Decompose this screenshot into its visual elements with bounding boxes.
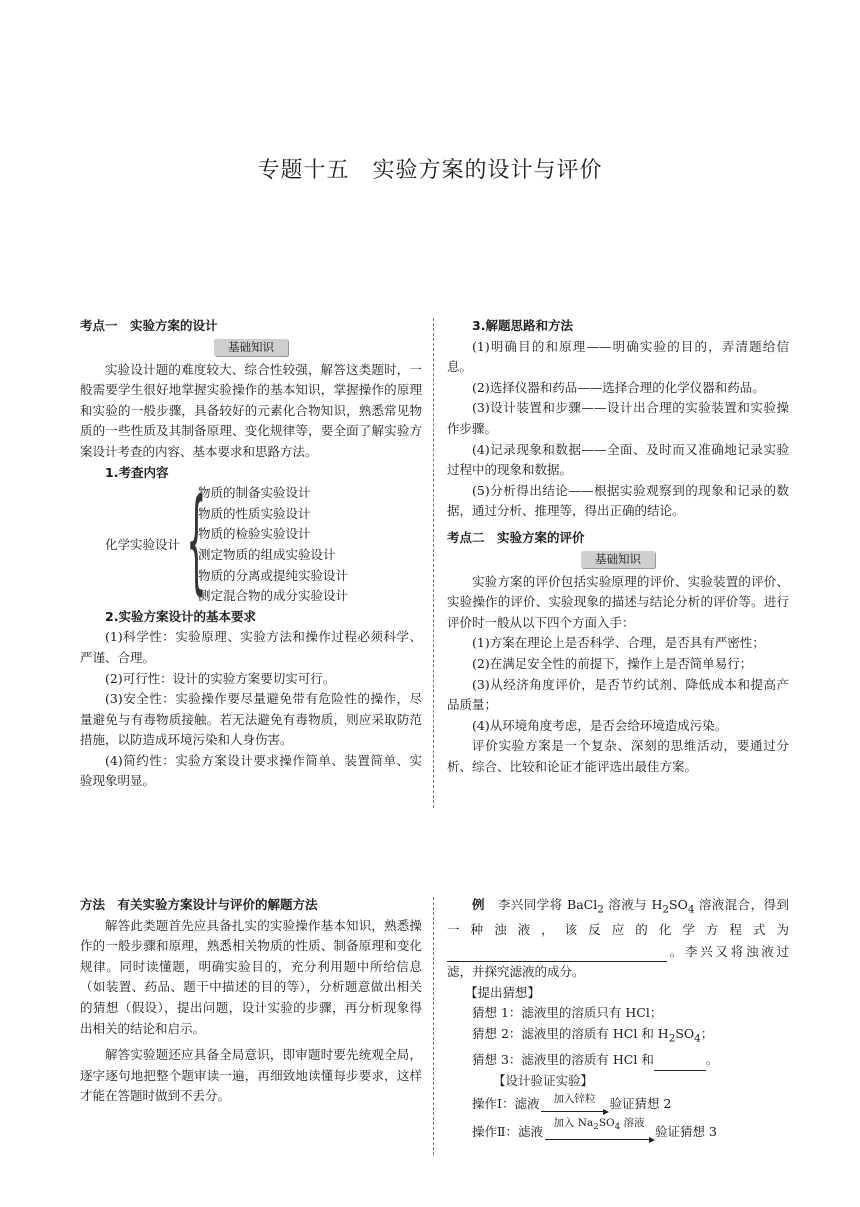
hypothesis-text: 猜想 3：滤液里的溶质有 HCl 和 [472,1052,654,1068]
arrow-label-text: 加入 Na [553,1117,594,1130]
method-step: (5)分析得出结论——根据实验观察到的现象和记录的数据，通过分析、推理等，得出正确的结论。 [447,482,789,519]
example-paragraph [447,895,789,983]
subheading-methods: 3.解题思路和方法 [472,318,573,333]
evaluation-point: (1)方案在理论上是否科学、合理，是否具有严密性； [472,635,765,651]
evaluation-point: (3)从经济角度评价，是否节约试剂、降低成本和提高产品质量； [447,676,789,713]
operation-text: 验证猜想 3 [655,1124,717,1140]
subscript: 2 [597,903,604,916]
requirement-item: (3)安全性：实验操作要尽量避免带有危险性的操作，尽量避免与有毒物质接触。若无法避免有毒物质，则应采取防范措施，以防造成环境污染和人身伤害。 [80,691,422,748]
brace-item: 物质的检验实验设计 [198,526,311,542]
arrow-label-text: SO [598,1117,615,1130]
subscript: 4 [687,903,695,916]
design-types-brace [80,475,422,607]
evaluation-point: (2)在满足安全性的前提下，操作上是否简单易行； [472,655,753,671]
intro-paragraph: 实验设计题的难度较大、综合性较强，解答这类题时，一般需要学生很好地掌握实验操作的基本知识，掌握操作的原理和实验的一般步骤，具备较好的元素化合物知识，熟悉常见物质的一些性质及其制备原理、变化规律等，要全面了解实验方案设计考查的内容、基本要求和思路方法。 [80,361,422,459]
page-title: 专题十五 实验方案的设计与评价 [257,158,603,183]
subscript: 2 [662,903,670,916]
example-text: 溶液混合，得到一种浊液，该反应的化学方程式为 [447,897,789,938]
hypothesis-item: 猜想 1：滤液里的溶质只有 HCl； [472,1005,663,1021]
arrow-label [553,1117,644,1133]
brace-list [198,483,348,607]
example-label: 例 [472,897,485,912]
brace-item: 测定物质的组成实验设计 [198,546,336,562]
subscript: 2 [668,1032,676,1045]
arrow-label-text: 溶液 [620,1117,645,1130]
column-divider [433,318,434,808]
example-text: 溶液与 H [603,897,663,912]
subheading-requirements: 2.实验方案设计的基本要求 [105,608,256,624]
topic-two-heading: 考点二 实验方案的评价 [447,529,585,545]
evaluation-intro: 实验方案的评价包括实验原理的评价、实验装置的评价、实验操作的评价、实验现象的描述与结论分析的评价等。进行评价时一般从以下四个方面入手： [447,573,789,630]
equation-blank[interactable] [605,941,667,963]
topic-one-heading: 考点一 实验方案的设计 [80,318,218,333]
reaction-arrow [541,1093,607,1117]
brace-item: 测定混合物的成分实验设计 [198,588,349,604]
operation-one [447,1091,789,1117]
hypothesis-text: ； [700,1026,714,1042]
subscript: 2 [593,1122,599,1133]
method-step: (1)明确目的和原理——明确实验的目的，弄清题给信息。 [447,338,789,375]
brace-item: 物质的制备实验设计 [198,485,311,501]
arrow-line [541,1105,607,1112]
method-paragraph: 解答实验题还应具备全局意识，即审题时要先统观全局，逐字逐句地把整个题审读一遍，再细致地读懂每步要求，这样才能在答题时做到不丢分。 [80,1047,422,1104]
example-text: SO [669,897,688,912]
evaluation-point: (4)从环境角度考虑，是否会给环境造成污染。 [472,717,728,733]
method-step: (2)选择仪器和药品——选择合理的化学仪器和药品。 [472,379,765,395]
hypothesis-blank[interactable] [654,1049,706,1071]
section-right-top [447,316,789,777]
hypothesis-text: 猜想 2：滤液里的溶质有 HCl 和 H [472,1026,669,1042]
subscript: 4 [614,1122,621,1133]
arrow-line [545,1133,653,1140]
method-paragraph: 解答此类题首先应具备扎实的实验操作基本知识，熟悉操作的一般步骤和原理，熟悉相关物质的性质、制备原理和变化规律。同时读懂题，明确实验目的，充分利用题中所给信息（如装置、药品、题干中描述的目的等），分析题意做出相关的猜想（假设），提出问题，设计实验的步骤，再分析现象得出相关的结论和启示。 [80,917,422,1036]
brace-item: 物质的性质实验设计 [198,505,311,521]
equation-blank[interactable] [447,941,605,963]
operation-two [447,1117,789,1145]
requirement-item: (4)简约性：实验方案设计要求操作简单、装置简单、实验现象明显。 [80,752,422,789]
hypothesis-heading: 【提出猜想】 [465,984,541,1000]
method-step: (4)记录现象和数据——全面、及时而又准确地记录实验过程中的现象和数据。 [447,441,789,478]
section-left-bottom [80,895,422,1107]
basic-knowledge-badge: 基础知识 [581,551,655,568]
subheading-content: 1.考查内容 [105,464,169,480]
hypothesis-item [447,1024,789,1049]
basic-knowledge-badge: 基础知识 [214,339,288,356]
arrow-label: 加入锌粒 [553,1093,596,1106]
brace-label: 化学实验设计 [105,536,181,552]
operation-text: 验证猜想 2 [609,1096,672,1112]
method-heading: 方法 有关实验方案设计与评价的解题方法 [80,897,318,912]
brace-icon: { [186,475,207,606]
column-divider [433,897,434,1155]
brace-item: 物质的分离或提纯实验设计 [198,567,349,583]
example-text: 李兴同学将 BaCl [497,897,598,912]
requirement-item: (2)可行性：设计的实验方案要切实可行。 [105,670,336,686]
hypothesis-text: 。 [705,1052,719,1068]
evaluation-conclusion: 评价实验方案是一个复杂、深刻的思维活动，要通过分析、综合、比较和论证才能评选出最佳方案。 [447,738,789,774]
design-heading: 【设计验证实验】 [493,1072,594,1088]
section-left-top [80,316,422,792]
example-text: 。李兴又将浊液过滤，并探究滤液的成分。 [447,943,789,980]
method-step: (3)设计装置和步骤——设计出合理的实验装置和实验操作步骤。 [447,400,789,436]
hypothesis-item [447,1049,789,1071]
section-right-bottom [447,895,789,1145]
requirement-item: (1)科学性：实验原理、实验方法和操作过程必须科学、严谨、合理。 [80,629,422,665]
operation-text: 操作Ⅱ：滤液 [472,1124,543,1140]
hypothesis-text: SO [675,1026,695,1042]
operation-text: 操作Ⅰ：滤液 [472,1096,540,1112]
subscript: 4 [694,1032,701,1045]
reaction-arrow [545,1117,653,1145]
